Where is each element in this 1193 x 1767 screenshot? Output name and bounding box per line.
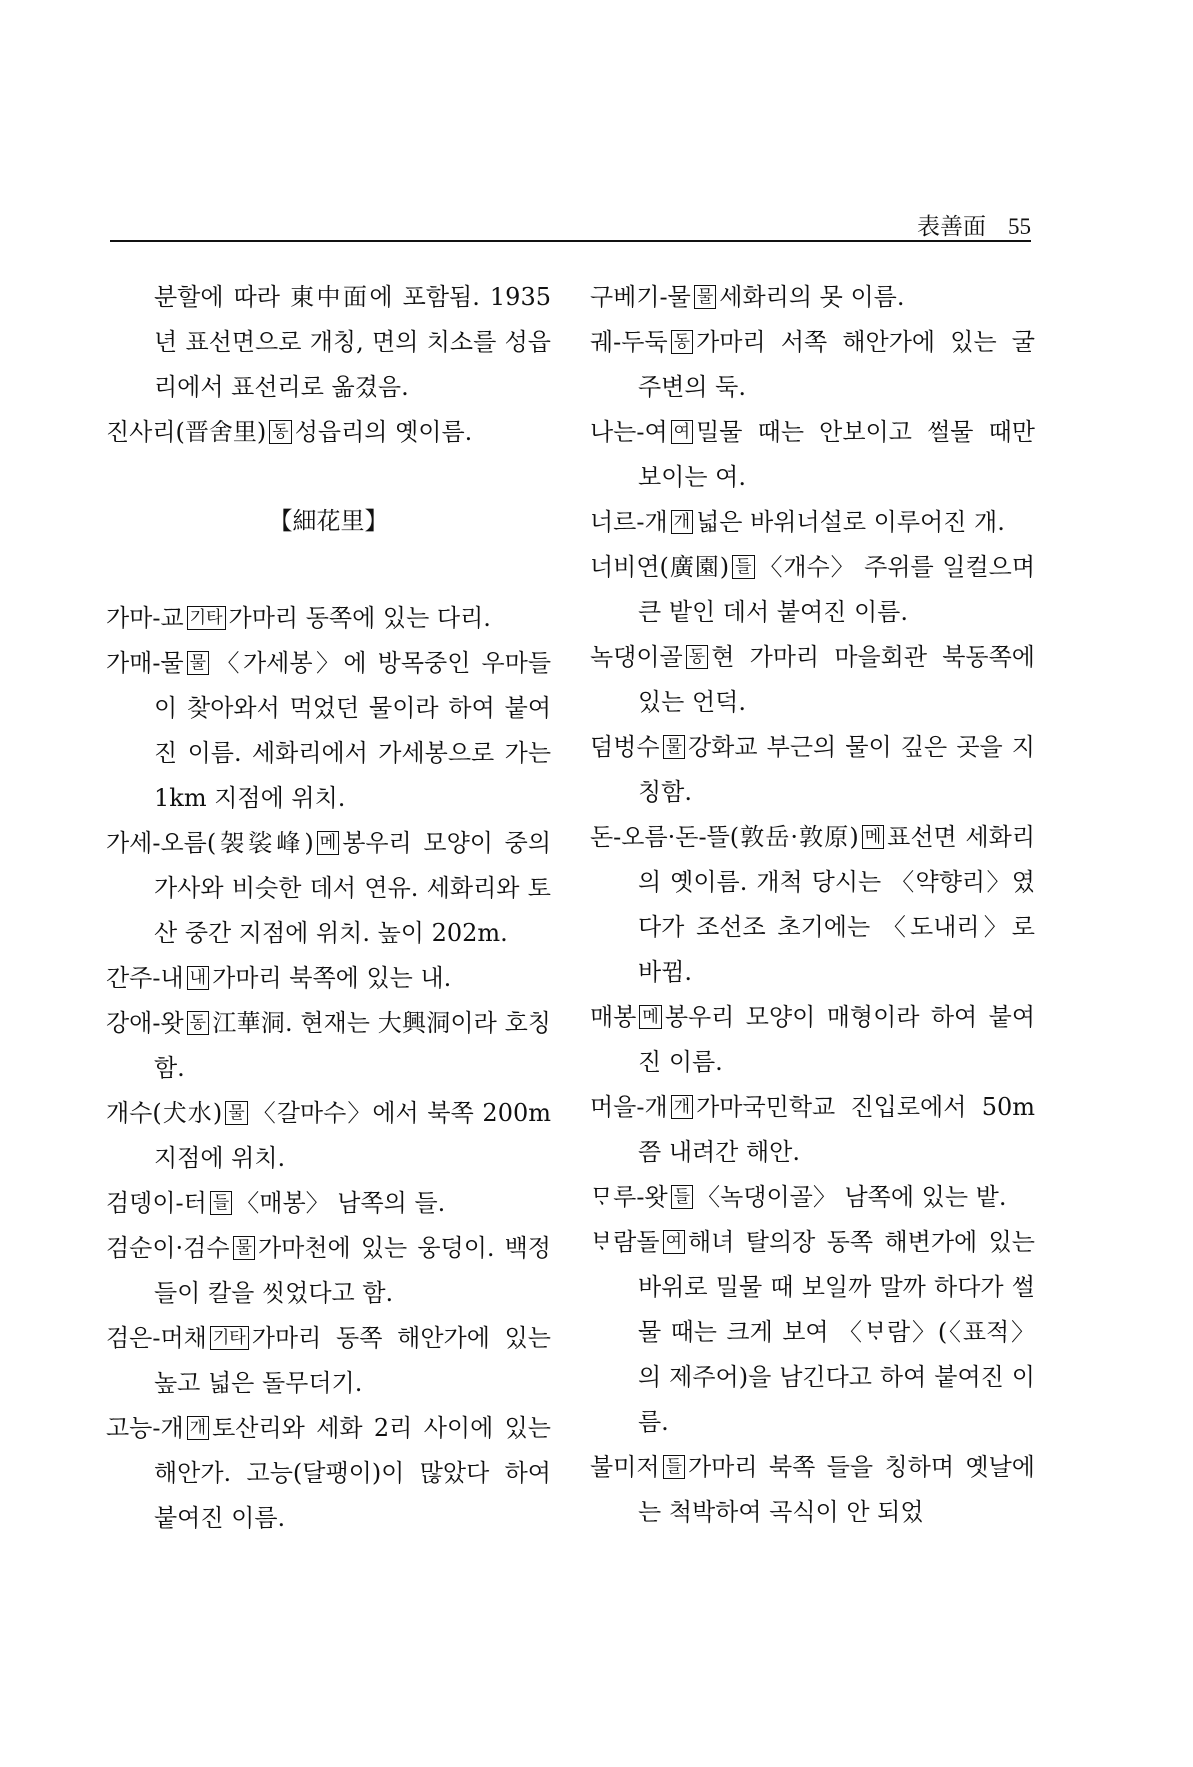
dictionary-entry <box>106 1001 551 1091</box>
category-tag: 물 <box>694 285 716 309</box>
dictionary-entry <box>590 410 1035 500</box>
category-tag: 메 <box>317 831 339 855</box>
entry-text: 가마리 서쪽 해안가에 있는 굴 주변의 둑. <box>638 328 1035 401</box>
entry-headword: 매봉 <box>590 1003 637 1031</box>
dictionary-entry <box>590 815 1035 995</box>
dictionary-entry <box>106 1091 551 1181</box>
header-rule <box>110 240 1031 242</box>
category-tag: 들 <box>210 1191 232 1215</box>
entry-headword: 너르-개 <box>590 508 668 536</box>
dictionary-entry <box>590 500 1035 545</box>
category-tag: 여 <box>671 420 693 444</box>
dictionary-entry <box>106 1316 551 1406</box>
entry-text: 江華洞. 현재는 大興洞이라 호칭함. <box>154 1009 551 1082</box>
right-column <box>590 275 1035 1535</box>
entry-text: 가마국민학교 진입로에서 50m쯤 내려간 해안. <box>638 1093 1035 1166</box>
entry-headword: 가마-교 <box>106 604 184 632</box>
page-header <box>0 208 1031 241</box>
category-tag: 메 <box>862 825 884 849</box>
continued-paragraph: 분할에 따라 東中面에 포함됨. 1935년 표선면으로 개칭, 면의 치소를 성읍리에서 표선리로 옮겼음. <box>154 283 551 401</box>
entry-text: 〈매봉〉 남쪽의 들. <box>235 1189 446 1217</box>
category-tag: 내 <box>187 966 209 990</box>
dictionary-entry <box>590 635 1035 725</box>
dictionary-entry <box>106 1406 551 1541</box>
entry-text: 밀물 때는 안보이고 썰물 때만 보이는 여. <box>638 418 1035 491</box>
entry-headword: 불미저 <box>590 1453 660 1481</box>
dictionary-entry <box>590 275 1035 320</box>
header-title: 表善面 <box>917 214 986 240</box>
category-tag: 동 <box>686 645 708 669</box>
entry-headword: 구베기-물 <box>590 283 691 311</box>
dictionary-entry <box>106 956 551 1001</box>
entry-text: 봉우리 모양이 중의 가사와 비슷한 데서 연유. 세화리와 토산 중간 지점에 위치. 높이 202m. <box>154 829 552 947</box>
entry-text: 가마리 북쪽 들을 칭하며 옛날에는 척박하여 곡식이 안 되었 <box>638 1453 1035 1526</box>
entry-headword: 검은-머채 <box>106 1324 207 1352</box>
dictionary-entry <box>590 1085 1035 1175</box>
category-tag: 메 <box>639 1005 661 1029</box>
category-tag: 들 <box>663 1455 685 1479</box>
entry-headword: 나는-여 <box>590 418 668 446</box>
category-tag: 동 <box>269 420 291 444</box>
entry-text: 가마리 동쪽에 있는 다리. <box>228 604 491 632</box>
entry-headword: 간주-내 <box>106 964 184 992</box>
category-tag: 여 <box>663 1230 685 1254</box>
entry-headword: 가매-물 <box>106 649 184 677</box>
category-tag: 개 <box>187 1416 209 1440</box>
category-tag: 개 <box>671 1095 693 1119</box>
entry-headword: ᄆᆞ루-왓 <box>590 1183 668 1211</box>
entry-headword: 개수(犬水) <box>106 1099 223 1127</box>
category-tag: 개 <box>671 510 693 534</box>
dictionary-entry <box>590 545 1035 635</box>
entry-headword: 진사리(晋舍里) <box>106 418 267 446</box>
entry-list <box>106 596 551 1541</box>
category-tag: 기타 <box>187 606 226 630</box>
category-tag: 들 <box>732 555 754 579</box>
left-column <box>106 275 551 1541</box>
entry-headword: ᄇᆞ람돌 <box>590 1228 660 1256</box>
dictionary-entry <box>590 995 1035 1085</box>
entry-headword: 너비연(廣園) <box>590 553 730 581</box>
entry-headword: 궤-두둑 <box>590 328 668 356</box>
page-number: 55 <box>1008 214 1031 239</box>
entry-text: 〈가세봉〉에 방목중인 우마들이 찾아와서 먹었던 물이라 하여 붙여진 이름. 세화리에서 가세봉으로 가는 1km 지점에 위치. <box>154 649 551 812</box>
entry-text: 표선면 세화리의 옛이름. 개척 당시는 〈약향리〉였다가 조선조 초기에는 〈도내리〉로 바뀜. <box>638 823 1036 986</box>
dictionary-entry <box>106 1181 551 1226</box>
entry-text: 가마리 동쪽 해안가에 있는 높고 넓은 돌무더기. <box>154 1324 551 1397</box>
entry-text: 넓은 바위너설로 이루어진 개. <box>696 508 1005 536</box>
entry-text: 세화리의 못 이름. <box>719 283 905 311</box>
entry-text: 해녀 탈의장 동쪽 해변가에 있는 바위로 밀물 때 보일까 말까 하다가 썰물 때는 크게 보여 〈ᄇᆞ람〉(〈표적〉의 제주어)을 남긴다고 하여 붙여진 이름. <box>638 1228 1035 1436</box>
entry-text: 〈갈마수〉에서 북쪽 200m 지점에 위치. <box>154 1099 551 1172</box>
entry-headword: 검뎅이-터 <box>106 1189 207 1217</box>
entry-headword: 가세-오름(袈裟峰) <box>106 829 314 857</box>
category-tag: 물 <box>233 1236 255 1260</box>
dictionary-entry <box>106 821 551 956</box>
entry-text: 가마천에 있는 웅덩이. 백정들이 칼을 씻었다고 함. <box>154 1234 551 1307</box>
entry-text: 강화교 부근의 물이 깊은 곳을 지칭함. <box>638 733 1035 806</box>
section-heading: 【細花里】 <box>268 507 389 535</box>
entry-headword: 강애-왓 <box>106 1009 184 1037</box>
dictionary-entry <box>590 320 1035 410</box>
category-tag: 동 <box>671 330 693 354</box>
dictionary-entry <box>106 641 551 821</box>
entry-text: 토산리와 세화 2리 사이에 있는 해안가. 고능(달팽이)이 많았다 하여 붙여진 이름. <box>154 1414 551 1532</box>
dictionary-entry <box>590 1175 1035 1220</box>
entry-jinsari <box>106 410 551 455</box>
dictionary-entry <box>590 1220 1035 1445</box>
category-tag: 기타 <box>210 1326 249 1350</box>
category-tag: 들 <box>671 1185 693 1209</box>
entry-text: 〈녹댕이골〉 남쪽에 있는 밭. <box>696 1183 1007 1211</box>
entry-text: 성읍리의 옛이름. <box>294 418 473 446</box>
category-tag: 동 <box>187 1011 209 1035</box>
dictionary-entry <box>106 596 551 641</box>
entry-headword: 머을-개 <box>590 1093 668 1121</box>
category-tag: 물 <box>225 1101 247 1125</box>
dictionary-entry <box>106 1226 551 1316</box>
category-tag: 물 <box>187 651 209 675</box>
entry-headword: 고능-개 <box>106 1414 184 1442</box>
dictionary-entry <box>590 725 1035 815</box>
entry-text: 봉우리 모양이 매형이라 하여 붙여진 이름. <box>638 1003 1035 1076</box>
entry-headword: 덤벙수 <box>590 733 660 761</box>
entry-text: 가마리 북쪽에 있는 내. <box>212 964 452 992</box>
entry-headword: 녹댕이골 <box>590 643 683 671</box>
category-tag: 물 <box>663 735 685 759</box>
entry-text: 현 가마리 마을회관 북동쪽에 있는 언덕. <box>638 643 1035 716</box>
entry-headword: 돈-오름·돈-뜰(敦岳·敦原) <box>590 823 859 851</box>
entry-headword: 검순이·검수 <box>106 1234 230 1262</box>
entry-text: 〈개수〉 주위를 일컬으며 큰 밭인 데서 붙여진 이름. <box>638 553 1036 626</box>
dictionary-entry <box>590 1445 1035 1535</box>
